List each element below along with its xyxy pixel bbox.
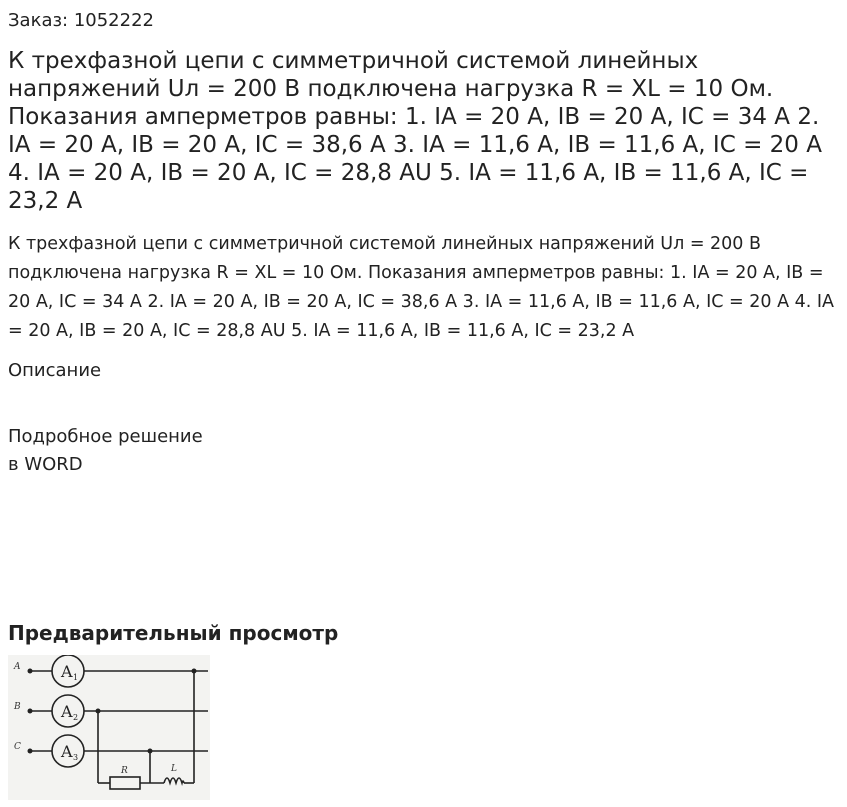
page-title: К трехфазной цепи с симметричной системой линейных напряжений Uл = 200 В подключена нагрузка R = XL = 10 Ом. Показания амперметров равны: 1. IA = 20 A, IB = 20 A, IC = 34 A 2. IA = 20 A, IB = 20 A, IC = 38,6 A 3. IA = 11,6 A, IB = 11,6 A, IC = 20 A 4. IA = 20 A, IB = 20 A, IC = 28,8 AU 5. IA = 11,6 A, IB = 11,6 A, IC = 23,2 A [8, 48, 822, 214]
ammeter-label: A [61, 742, 73, 761]
inductor-label: L [171, 764, 177, 774]
ammeter-subscript: 1 [73, 673, 79, 682]
resistor-label: R [121, 766, 128, 776]
description-label: Описание [8, 360, 102, 381]
phase-label: C [14, 742, 21, 752]
ammeter-label: A [61, 662, 73, 681]
phase-label: B [14, 702, 21, 712]
ammeter-subscript: 2 [73, 713, 79, 722]
task-description: К трехфазной цепи с симметричной системой линейных напряжений Uл = 200 В подключена нагрузка R = XL = 10 Ом. Показания амперметров равны: 1. IA = 20 A, IB = 20 A, IC = 34 A 2. IA = 20 A, IB = 20 A, IC = 38,6 A 3. IA = 11,6 A, IB = 11,6 A, IC = 20 A 4. IA = 20 A, IB = 20 A, IC = 28,8 AU 5. IA = 11,6 A, IB = 11,6 A, IC = 23,2 A [8, 234, 834, 341]
ammeter-subscript: 3 [73, 753, 79, 762]
circuit-diagram-icon [8, 655, 210, 800]
order-number: Заказ: 1052222 [8, 10, 154, 31]
ammeter-label: A [61, 702, 73, 721]
preview-image[interactable] [8, 655, 210, 800]
solution-label-line1: Подробное решение [8, 426, 203, 447]
solution-label [8, 423, 203, 479]
solution-label-line2: в WORD [8, 454, 83, 475]
phase-label: A [14, 662, 21, 672]
preview-title: Предварительный просмотр [8, 621, 339, 645]
